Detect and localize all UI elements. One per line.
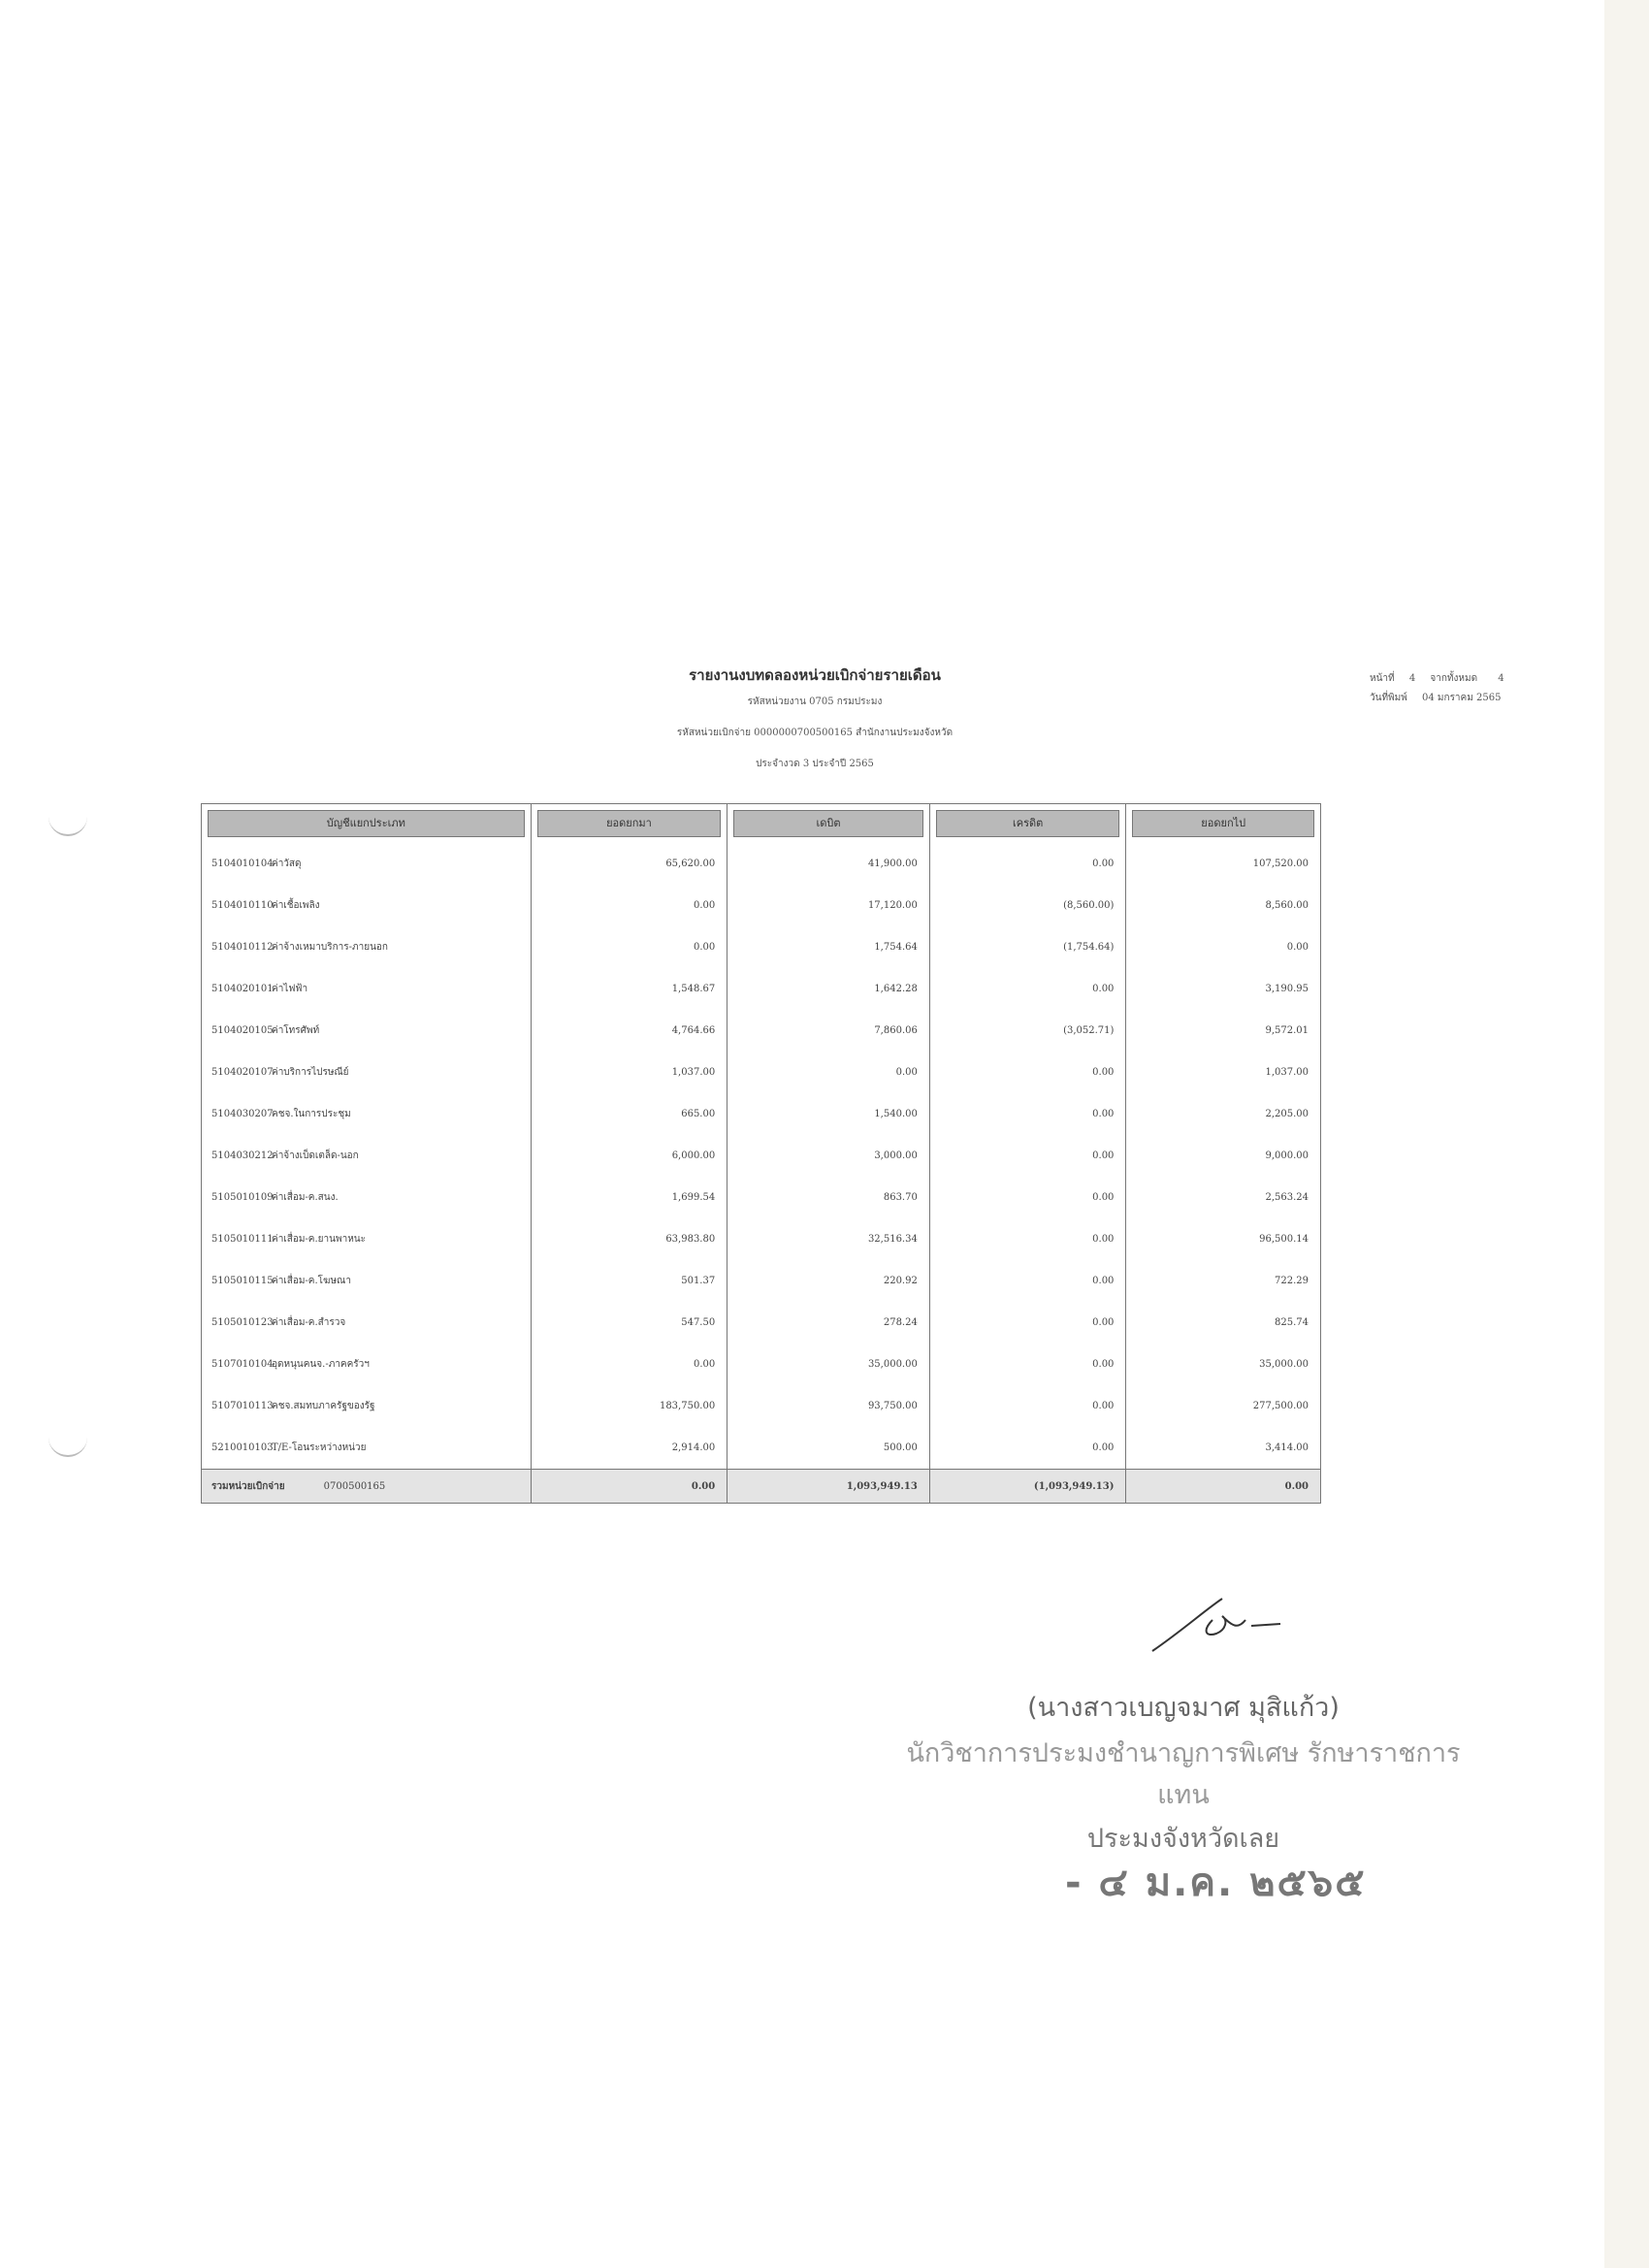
account-cell	[202, 1010, 532, 1052]
account-name: ค่าเสื่อม-ค.ยานพาหนะ	[272, 1234, 366, 1245]
debit-cell: 32,516.34	[728, 1218, 930, 1260]
account-code: 5105010109	[211, 1192, 274, 1203]
carried-cell: 2,563.24	[1126, 1177, 1321, 1218]
column-header: เดบิต	[728, 804, 930, 844]
account-code: 5107010113	[211, 1401, 274, 1411]
table-row	[202, 1218, 1321, 1260]
punch-hole-mark	[48, 1426, 87, 1457]
account-name: อุดหนุนคนจ.-ภาคครัวฯ	[272, 1359, 370, 1370]
account-name: ค่าเสื่อม-ค.สนง.	[272, 1192, 339, 1203]
account-name: ค่าวัสดุ	[272, 859, 302, 869]
account-name: ค่าจ้างเหมาบริการ-ภายนอก	[272, 942, 388, 953]
table-header-row	[202, 804, 1321, 844]
credit-cell: (8,560.00)	[929, 885, 1126, 926]
signer-position: นักวิชาการประมงชำนาญการพิเศษ รักษาราชการแทน	[906, 1738, 1461, 1810]
table-row	[202, 1344, 1321, 1385]
account-code: 5104030207	[211, 1109, 274, 1119]
account-name: ค่าโทรศัพท์	[272, 1025, 320, 1036]
brought-cell: 547.50	[531, 1302, 728, 1344]
account-name: ค่าเสื่อม-ค.สำรวจ	[272, 1317, 346, 1328]
brought-cell: 183,750.00	[531, 1385, 728, 1427]
debit-cell: 0.00	[728, 1052, 930, 1093]
account-cell	[202, 1427, 532, 1470]
signer-block	[902, 1686, 1465, 1859]
debit-cell: 93,750.00	[728, 1385, 930, 1427]
account-code: 5104010112	[211, 942, 274, 953]
table-row	[202, 1385, 1321, 1427]
brought-cell: 0.00	[531, 1344, 728, 1385]
table-row	[202, 1302, 1321, 1344]
total-unit-code: 0700500165	[323, 1480, 386, 1492]
account-code: 5104020101	[211, 984, 274, 994]
debit-cell: 278.24	[728, 1302, 930, 1344]
credit-cell: 0.00	[929, 1260, 1126, 1302]
period-line: ประจำงวด 3 ประจำปี 2565	[756, 759, 874, 769]
trial-balance-table	[201, 803, 1321, 1504]
credit-cell: (1,754.64)	[929, 926, 1126, 968]
debit-cell: 41,900.00	[728, 843, 930, 885]
brought-cell: 1,548.67	[531, 968, 728, 1010]
account-code: 5210010103	[211, 1442, 274, 1453]
table-row	[202, 1427, 1321, 1470]
account-code: 5104020107	[211, 1067, 274, 1078]
account-name: ค่าไฟฟ้า	[272, 984, 308, 994]
account-name: ค่าบริการไปรษณีย์	[272, 1067, 349, 1078]
total-label-cell	[202, 1470, 532, 1504]
signer-province: ประมงจังหวัดเลย	[1086, 1824, 1280, 1854]
carried-cell: 8,560.00	[1126, 885, 1321, 926]
carried-cell: 107,520.00	[1126, 843, 1321, 885]
brought-cell: 2,914.00	[531, 1427, 728, 1470]
page-info	[1370, 669, 1504, 708]
brought-cell: 63,983.80	[531, 1218, 728, 1260]
brought-cell: 65,620.00	[531, 843, 728, 885]
carried-cell: 35,000.00	[1126, 1344, 1321, 1385]
brought-cell: 0.00	[531, 885, 728, 926]
total-label: รวมหน่วยเบิกจ่าย	[211, 1480, 285, 1492]
brought-cell: 1,037.00	[531, 1052, 728, 1093]
table-row	[202, 1177, 1321, 1218]
carried-cell: 722.29	[1126, 1260, 1321, 1302]
table-row	[202, 843, 1321, 885]
column-header: ยอดยกมา	[531, 804, 728, 844]
report-header	[543, 664, 1086, 771]
account-code: 5104010104	[211, 859, 274, 869]
account-code: 5104020105	[211, 1025, 274, 1036]
page-label: หน้าที่	[1370, 673, 1395, 684]
print-date-label: วันที่พิมพ์	[1370, 693, 1407, 703]
credit-cell: 0.00	[929, 1302, 1126, 1344]
brought-cell: 665.00	[531, 1093, 728, 1135]
account-cell	[202, 1218, 532, 1260]
credit-cell: 0.00	[929, 1218, 1126, 1260]
agency-line: รหัสหน่วยงาน 0705 กรมประมง	[747, 697, 883, 707]
account-name: คชจ.สมทบภาครัฐของรัฐ	[272, 1401, 375, 1411]
credit-cell: 0.00	[929, 1344, 1126, 1385]
column-header: ยอดยกไป	[1126, 804, 1321, 844]
account-cell	[202, 1052, 532, 1093]
debit-cell: 35,000.00	[728, 1344, 930, 1385]
disbursing-unit-line: รหัสหน่วยเบิกจ่าย 0000000700500165 สำนักงานประมงจังหวัด	[676, 728, 954, 738]
brought-cell: 501.37	[531, 1260, 728, 1302]
account-name: ค่าเสื่อม-ค.โฆษณา	[272, 1276, 351, 1286]
account-cell	[202, 1135, 532, 1177]
debit-cell: 220.92	[728, 1260, 930, 1302]
account-code: 5105010123	[211, 1317, 274, 1328]
account-name: ค่าจ้างเบ็ดเตล็ด-นอก	[272, 1150, 359, 1161]
punch-hole-mark	[48, 805, 87, 836]
brought-cell: 6,000.00	[531, 1135, 728, 1177]
report-title: รายงานงบทดลองหน่วยเบิกจ่ายรายเดือน	[689, 666, 941, 684]
total-brought: 0.00	[531, 1470, 728, 1504]
brought-cell: 4,764.66	[531, 1010, 728, 1052]
table-row	[202, 1052, 1321, 1093]
credit-cell: (3,052.71)	[929, 1010, 1126, 1052]
carried-cell: 0.00	[1126, 926, 1321, 968]
debit-cell: 17,120.00	[728, 885, 930, 926]
carried-cell: 825.74	[1126, 1302, 1321, 1344]
table-row	[202, 1260, 1321, 1302]
account-cell	[202, 968, 532, 1010]
account-cell	[202, 843, 532, 885]
debit-cell: 1,754.64	[728, 926, 930, 968]
carried-cell: 9,000.00	[1126, 1135, 1321, 1177]
signer-name: (นางสาวเบญจมาศ มุสิแก้ว)	[1027, 1693, 1340, 1723]
total-debit: 1,093,949.13	[728, 1470, 930, 1504]
debit-cell: 863.70	[728, 1177, 930, 1218]
total-row	[202, 1470, 1321, 1504]
account-cell	[202, 1302, 532, 1344]
debit-cell: 500.00	[728, 1427, 930, 1470]
account-cell	[202, 1177, 532, 1218]
carried-cell: 96,500.14	[1126, 1218, 1321, 1260]
total-credit: (1,093,949.13)	[929, 1470, 1126, 1504]
account-cell	[202, 885, 532, 926]
table-row	[202, 1135, 1321, 1177]
carried-cell: 3,414.00	[1126, 1427, 1321, 1470]
account-cell	[202, 1385, 532, 1427]
credit-cell: 0.00	[929, 1177, 1126, 1218]
debit-cell: 3,000.00	[728, 1135, 930, 1177]
account-cell	[202, 926, 532, 968]
page-number: 4	[1408, 673, 1416, 684]
credit-cell: 0.00	[929, 1052, 1126, 1093]
table-row	[202, 1010, 1321, 1052]
total-label: จากทั้งหมด	[1430, 673, 1478, 684]
credit-cell: 0.00	[929, 843, 1126, 885]
print-date: 04 มกราคม 2565	[1422, 693, 1502, 703]
credit-cell: 0.00	[929, 968, 1126, 1010]
carried-cell: 1,037.00	[1126, 1052, 1321, 1093]
account-code: 5105010111	[211, 1234, 274, 1245]
credit-cell: 0.00	[929, 1093, 1126, 1135]
account-name: T/E-โอนระหว่างหน่วย	[272, 1442, 367, 1453]
account-cell	[202, 1344, 532, 1385]
paper-edge	[1604, 0, 1649, 2268]
brought-cell: 1,699.54	[531, 1177, 728, 1218]
carried-cell: 3,190.95	[1126, 968, 1321, 1010]
account-code: 5105010115	[211, 1276, 274, 1286]
column-header: เครดิต	[929, 804, 1126, 844]
credit-cell: 0.00	[929, 1135, 1126, 1177]
carried-cell: 277,500.00	[1126, 1385, 1321, 1427]
account-code: 5107010104	[211, 1359, 274, 1370]
handwritten-signature	[1145, 1591, 1290, 1659]
carried-cell: 9,572.01	[1126, 1010, 1321, 1052]
debit-cell: 1,540.00	[728, 1093, 930, 1135]
carried-cell: 2,205.00	[1126, 1093, 1321, 1135]
table-row	[202, 968, 1321, 1010]
account-cell	[202, 1093, 532, 1135]
account-cell	[202, 1260, 532, 1302]
credit-cell: 0.00	[929, 1385, 1126, 1427]
total-pages: 4	[1498, 673, 1504, 684]
account-code: 5104010110	[211, 900, 274, 911]
total-carried: 0.00	[1126, 1470, 1321, 1504]
debit-cell: 7,860.06	[728, 1010, 930, 1052]
table-row	[202, 926, 1321, 968]
table-row	[202, 1093, 1321, 1135]
stamped-date: - ๔ ม.ค. ๒๕๖๕	[1065, 1861, 1367, 1905]
account-name: ค่าเชื้อเพลิง	[272, 900, 320, 911]
account-code: 5104030212	[211, 1150, 274, 1161]
table-row	[202, 885, 1321, 926]
credit-cell: 0.00	[929, 1427, 1126, 1470]
column-header: บัญชีแยกประเภท	[202, 804, 532, 844]
debit-cell: 1,642.28	[728, 968, 930, 1010]
brought-cell: 0.00	[531, 926, 728, 968]
account-name: คชจ.ในการประชุม	[272, 1109, 351, 1119]
